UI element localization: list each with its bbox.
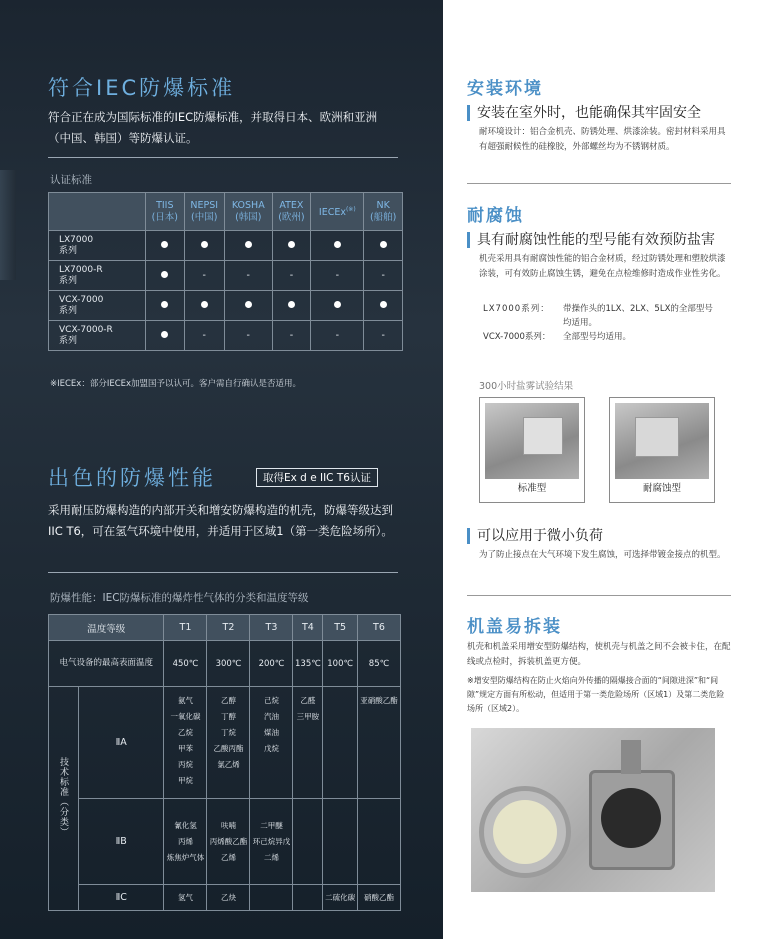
perf-group-name: ⅡB bbox=[79, 799, 164, 885]
perf-temp-label: 电气设备的最高表面温度 bbox=[49, 641, 164, 687]
perf-class: T4 bbox=[293, 615, 323, 641]
cert-model: LX7000-R 系列 bbox=[49, 261, 146, 291]
cert-table bbox=[48, 192, 403, 351]
cert-row bbox=[49, 291, 403, 321]
cert-mark-dot bbox=[146, 231, 185, 261]
photo-standard bbox=[479, 397, 585, 503]
subhead-micro-load: 可以应用于微小负荷 bbox=[467, 528, 603, 544]
divider bbox=[48, 572, 398, 573]
perf-class: T2 bbox=[207, 615, 250, 641]
perf-temp: 135℃ bbox=[293, 641, 323, 687]
dot-icon bbox=[161, 271, 168, 278]
cert-col: IECEx(※) bbox=[311, 193, 364, 231]
perf-gas-cell bbox=[293, 885, 323, 911]
product-photo bbox=[471, 728, 715, 892]
cert-mark-dash: - bbox=[272, 321, 311, 351]
perf-tech-label-text: 技术标准（分类） bbox=[58, 757, 68, 837]
perf-gas-cell: 氢气 bbox=[164, 885, 207, 911]
cert-mark-dash: - bbox=[224, 321, 272, 351]
cert-mark-dash: - bbox=[272, 261, 311, 291]
cert-mark-dot bbox=[364, 291, 403, 321]
cert-mark-dot bbox=[184, 291, 224, 321]
perf-tech-label bbox=[49, 687, 79, 911]
perf-gas-cell: 氰化氢 丙烯 炼焦炉气体 bbox=[164, 799, 207, 885]
section-title-cover: 机盖易拆装 bbox=[467, 617, 562, 637]
cert-mark-dot bbox=[146, 261, 185, 291]
perf-gas-cell: 乙醛 三甲胺 bbox=[293, 687, 323, 799]
dot-icon bbox=[288, 301, 295, 308]
cert-mark-dot bbox=[146, 291, 185, 321]
cert-col: KOSHA (韩国) bbox=[224, 193, 272, 231]
perf-gas-cell bbox=[293, 799, 323, 885]
cert-mark-dot bbox=[272, 231, 311, 261]
cert-mark-dot bbox=[146, 321, 185, 351]
text-corrosion: 机壳采用具有耐腐蚀性能的铝合金材质，经过防锈处理和塑胶烘漆涂装，可有效防止腐蚀生锈，避免在点检维修时造成作业性劣化。 bbox=[479, 254, 726, 279]
perf-gas-cell bbox=[323, 687, 358, 799]
right-panel bbox=[443, 0, 757, 939]
dot-icon bbox=[380, 241, 387, 248]
section-title-install: 安装环境 bbox=[467, 79, 543, 99]
kv-lx7000: LX7000系列： 带操作头的1LX、2LX、5LX的全部型号均适用。 bbox=[483, 304, 713, 328]
cert-row bbox=[49, 231, 403, 261]
photo-standard-image bbox=[485, 403, 579, 479]
text-install: 耐环境设计：铝合金机壳、防锈处理、烘漆涂装。密封材料采用具有超强耐候性的硅橡胶，外部螺丝均为不锈钢材质。 bbox=[479, 127, 726, 152]
perf-class: T6 bbox=[357, 615, 400, 641]
perf-corner: 温度等级 bbox=[49, 615, 164, 641]
subhead-corrosion: 具有耐腐蚀性能的型号能有效预防盐害 bbox=[467, 232, 715, 248]
perf-gas-cell: 氨气 一氧化碳 乙烷 甲苯 丙烷 甲烷 bbox=[164, 687, 207, 799]
perf-temp: 200℃ bbox=[250, 641, 293, 687]
dot-icon bbox=[245, 301, 252, 308]
cert-badge: 取得Ex d e IIC T6认证 bbox=[256, 468, 378, 487]
cert-col: NK (船舶) bbox=[364, 193, 403, 231]
note-cover: ※增安型防爆结构在防止火焰向外传播的隔爆接合面的“间隙进深”和“间隙”规定方面有所松动，但适用于第一类危险场所（区域1）及第二类危险场所（区域2）。 bbox=[467, 676, 725, 713]
perf-class: T5 bbox=[323, 615, 358, 641]
dot-icon bbox=[334, 241, 341, 248]
kv-vcx7000: VCX-7000系列： 全部型号均适用。 bbox=[483, 332, 632, 342]
perf-temp: 450℃ bbox=[164, 641, 207, 687]
cert-mark-dash: - bbox=[311, 261, 364, 291]
perf-gas-cell: 亚硝酸乙酯 bbox=[357, 687, 400, 799]
perf-class: T1 bbox=[164, 615, 207, 641]
cert-model: VCX-7000-R 系列 bbox=[49, 321, 146, 351]
cert-mark-dot bbox=[272, 291, 311, 321]
dot-icon bbox=[201, 301, 208, 308]
cert-mark-dash: - bbox=[364, 261, 403, 291]
dot-icon bbox=[245, 241, 252, 248]
dot-icon bbox=[201, 241, 208, 248]
perf-gas-cell: 二甲醚 环己烷异戊 二烯 bbox=[250, 799, 293, 885]
photo-corrosion bbox=[609, 397, 715, 503]
cert-mark-dot bbox=[364, 231, 403, 261]
decorative-stripe bbox=[0, 170, 16, 280]
cert-col: ATEX (欧州) bbox=[272, 193, 311, 231]
cert-col: NEPSI (中国) bbox=[184, 193, 224, 231]
text-cover: 机壳和机盖采用增安型防爆结构，使机壳与机盖之间不会被卡住，在配线或点检时，拆装机盖更方便。 bbox=[467, 642, 731, 667]
cert-mark-dash: - bbox=[364, 321, 403, 351]
perf-gas-cell bbox=[357, 799, 400, 885]
section-lead-performance: 采用耐压防爆构造的内部开关和增安防爆构造的机壳，防爆等级达到IIC T6，可在氢气环境中使用，并适用于区域1（第一类危险场所）。 bbox=[48, 503, 393, 538]
perf-caption: 防爆性能：IEC防爆标准的爆炸性气体的分类和温度等级 bbox=[50, 592, 309, 604]
photo-corrosion-label: 耐腐蚀型 bbox=[642, 483, 681, 494]
cert-mark-dot bbox=[224, 291, 272, 321]
subhead-install: 安装在室外时，也能确保其牢固安全 bbox=[467, 105, 701, 121]
cert-model: VCX-7000 系列 bbox=[49, 291, 146, 321]
cert-mark-dot bbox=[311, 231, 364, 261]
cert-note: ※IECEx：部分IECEx加盟国予以认可。客户需自行确认是否适用。 bbox=[50, 379, 302, 389]
cert-row bbox=[49, 321, 403, 351]
perf-temp: 300℃ bbox=[207, 641, 250, 687]
divider bbox=[48, 157, 398, 158]
cert-corner bbox=[49, 193, 146, 231]
dot-icon bbox=[161, 301, 168, 308]
section-title-corrosion: 耐腐蚀 bbox=[467, 206, 524, 226]
cert-col: TIIS (日本) bbox=[146, 193, 185, 231]
cert-row bbox=[49, 261, 403, 291]
divider bbox=[467, 183, 731, 184]
perf-group-row bbox=[49, 799, 401, 885]
cert-mark-dash: - bbox=[184, 321, 224, 351]
cert-mark-dot bbox=[224, 231, 272, 261]
cert-caption: 认证标准 bbox=[50, 174, 92, 186]
perf-gas-cell bbox=[323, 799, 358, 885]
perf-gas-cell: 硝酸乙酯 bbox=[357, 885, 400, 911]
perf-gas-cell: 二硫化碳 bbox=[323, 885, 358, 911]
cert-mark-dash: - bbox=[311, 321, 364, 351]
cert-model: LX7000 系列 bbox=[49, 231, 146, 261]
perf-temp: 100℃ bbox=[323, 641, 358, 687]
perf-gas-cell: 乙炔 bbox=[207, 885, 250, 911]
perf-group-row bbox=[49, 885, 401, 911]
dot-icon bbox=[161, 331, 168, 338]
perf-gas-cell: 己烷 汽油 煤油 戊烷 bbox=[250, 687, 293, 799]
perf-gas-cell bbox=[250, 885, 293, 911]
perf-gas-cell: 乙醇 丁醇 丁烷 乙酸丙酯 氯乙烯 bbox=[207, 687, 250, 799]
dot-icon bbox=[380, 301, 387, 308]
cert-mark-dash: - bbox=[224, 261, 272, 291]
text-micro-load: 为了防止接点在大气环境下发生腐蚀，可选择带镀金接点的机型。 bbox=[479, 550, 726, 560]
perf-group-row bbox=[49, 687, 401, 799]
perf-table bbox=[48, 614, 401, 911]
photo-corrosion-image bbox=[615, 403, 709, 479]
section-title-performance: 出色的防爆性能 bbox=[48, 466, 216, 490]
section-title-iec: 符合IEC防爆标准 bbox=[48, 76, 236, 100]
dot-icon bbox=[288, 241, 295, 248]
salt-caption: 300小时盐雾试验结果 bbox=[479, 381, 574, 392]
section-lead-iec: 符合正在成为国际标准的IEC防爆标准，并取得日本、欧洲和亚洲（中国、韩国）等防爆认证。 bbox=[48, 110, 378, 145]
cert-mark-dot bbox=[311, 291, 364, 321]
dot-icon bbox=[334, 301, 341, 308]
perf-group-name: ⅡA bbox=[79, 687, 164, 799]
divider bbox=[467, 595, 731, 596]
perf-temp: 85℃ bbox=[357, 641, 400, 687]
cert-mark-dash: - bbox=[184, 261, 224, 291]
perf-group-name: ⅡC bbox=[79, 885, 164, 911]
cert-mark-dot bbox=[184, 231, 224, 261]
photo-standard-label: 标准型 bbox=[517, 483, 547, 494]
dot-icon bbox=[161, 241, 168, 248]
perf-gas-cell: 呋喃 丙烯酸乙酯 乙烯 bbox=[207, 799, 250, 885]
perf-class: T3 bbox=[250, 615, 293, 641]
